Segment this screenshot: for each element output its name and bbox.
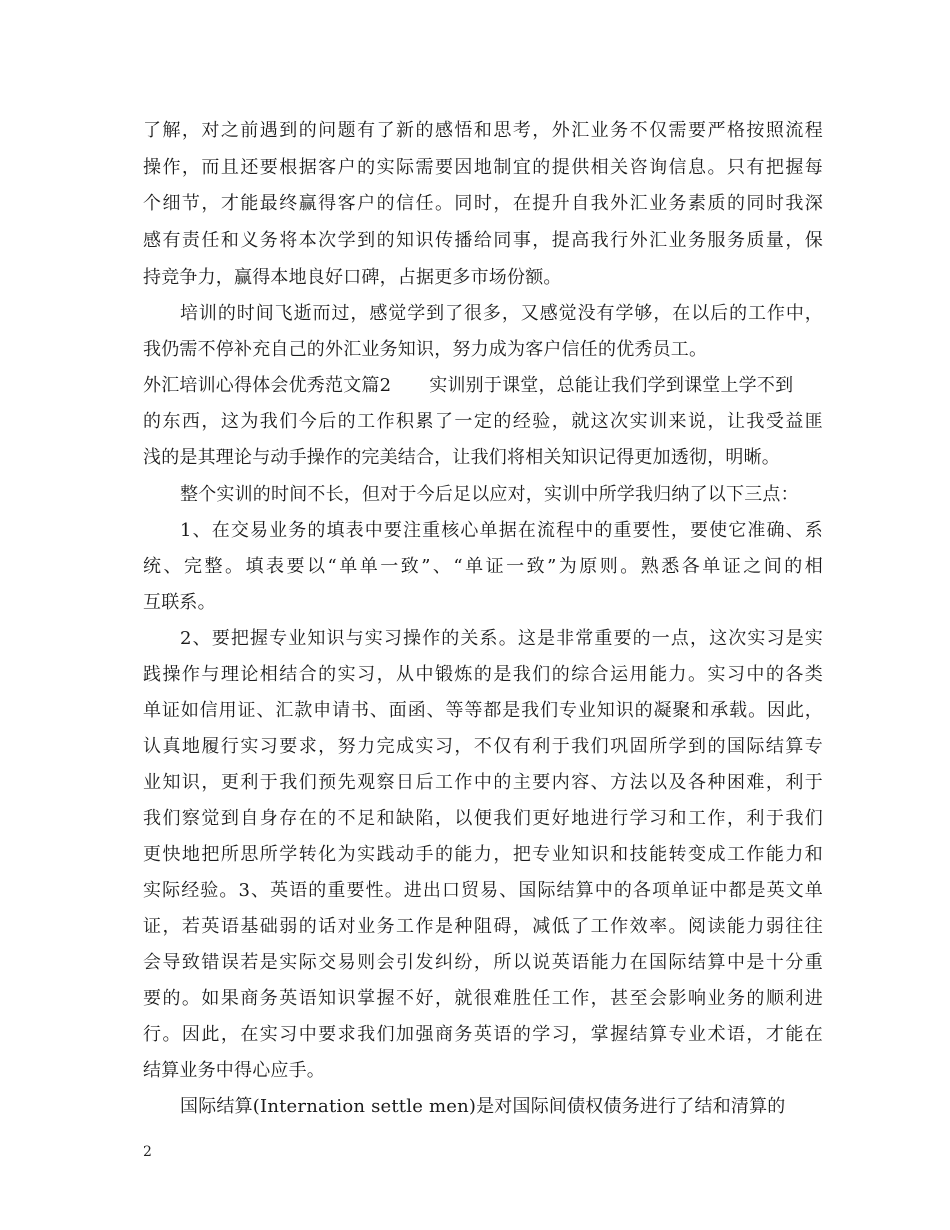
text-line: 实际经验。3、英语的重要性。进出口贸易、国际结算中的各项单证中都是英文单 [143, 880, 823, 901]
text-line: 个细节，才能最终赢得客户的信任。同时，在提升自我外汇业务素质的同时我深 [143, 193, 823, 214]
text-line: 业知识，更利于我们预先观察日后工作中的主要内容、方法以及各种困难，利于 [143, 772, 823, 793]
section-heading-line [143, 374, 823, 398]
text-line: 的东西，这为我们今后的工作积累了一定的经验，就这次实训来说，让我受益匪 [143, 411, 823, 432]
text-span: 实训别于课堂，总能让我们学到课堂上学不到 [429, 375, 794, 396]
text-line: 操作，而且还要根据客户的实际需要因地制宜的提供相关咨询信息。只有把握每 [143, 157, 823, 178]
text-line: 证，若英语基础弱的话对业务工作是种阻碍，减低了工作效率。阅读能力弱往往 [143, 916, 823, 937]
text-line: 统、完整。填表要以“单单一致”、“单证一致”为原则。熟悉各单证之间的相 [143, 556, 823, 577]
text-line: 认真地履行实习要求，努力完成实习，不仅有利于我们巩固所学到的国际结算专 [143, 736, 823, 757]
text-line: 践操作与理论相结合的实习，从中锻炼的是我们的综合运用能力。实习中的各类 [143, 664, 823, 685]
page-number: 2 [143, 1144, 152, 1160]
text-line: 行。因此，在实习中要求我们加强商务英语的学习，掌握结算专业术语，才能在 [143, 1024, 823, 1045]
text-line: 了解，对之前遇到的问题有了新的感悟和思考，外汇业务不仅需要严格按照流程 [143, 120, 823, 141]
text-line: 会导致错误若是实际交易则会引发纠纷，所以说英语能力在国际结算中是十分重 [143, 952, 823, 973]
text-line: 互联系。 [143, 592, 216, 613]
text-line: 单证如信用证、汇款申请书、面函、等等都是我们专业知识的凝聚和承载。因此， [143, 700, 823, 721]
text-line: 浅的是其理论与动手操作的完美结合，让我们将相关知识记得更加透彻，明晰。 [143, 447, 780, 468]
text-line: 结算业务中得心应手。 [143, 1060, 325, 1081]
text-line: 要的。如果商务英语知识掌握不好，就很难胜任工作，甚至会影响业务的顺利进 [143, 988, 823, 1009]
text-line: 更快地把所思所学转化为实践动手的能力，把专业知识和技能转变成工作能力和 [143, 844, 823, 865]
text-line: 感有责任和义务将本次学到的知识传播给同事，提高我行外汇业务服务质量，保 [143, 230, 823, 251]
text-line: 1、在交易业务的填表中要注重核心单据在流程中的重要性，要使它准确、系 [180, 520, 823, 541]
text-line: 国际结算(Internation settle men)是对国际间债权债务进行了结和清算的 [180, 1096, 786, 1117]
text-line: 持竞争力，赢得本地良好口碑，占据更多市场份额。 [143, 267, 562, 288]
text-line: 整个实训的时间不长，但对于今后足以应对，实训中所学我归纳了以下三点： [180, 484, 799, 505]
text-line: 我仍需不停补充自己的外汇业务知识，努力成为客户信任的优秀员工。 [143, 339, 708, 360]
section-heading: 外汇培训心得体会优秀范文篇2 [143, 375, 392, 396]
text-line: 2、要把握专业知识与实习操作的关系。这是非常重要的一点，这次实习是实 [180, 628, 823, 649]
text-line: 我们察觉到自身存在的不足和缺陷，以便我们更好地进行学习和工作，利于我们 [143, 808, 823, 829]
text-line: 培训的时间飞逝而过，感觉学到了很多，又感觉没有学够，在以后的工作中， [180, 303, 823, 324]
